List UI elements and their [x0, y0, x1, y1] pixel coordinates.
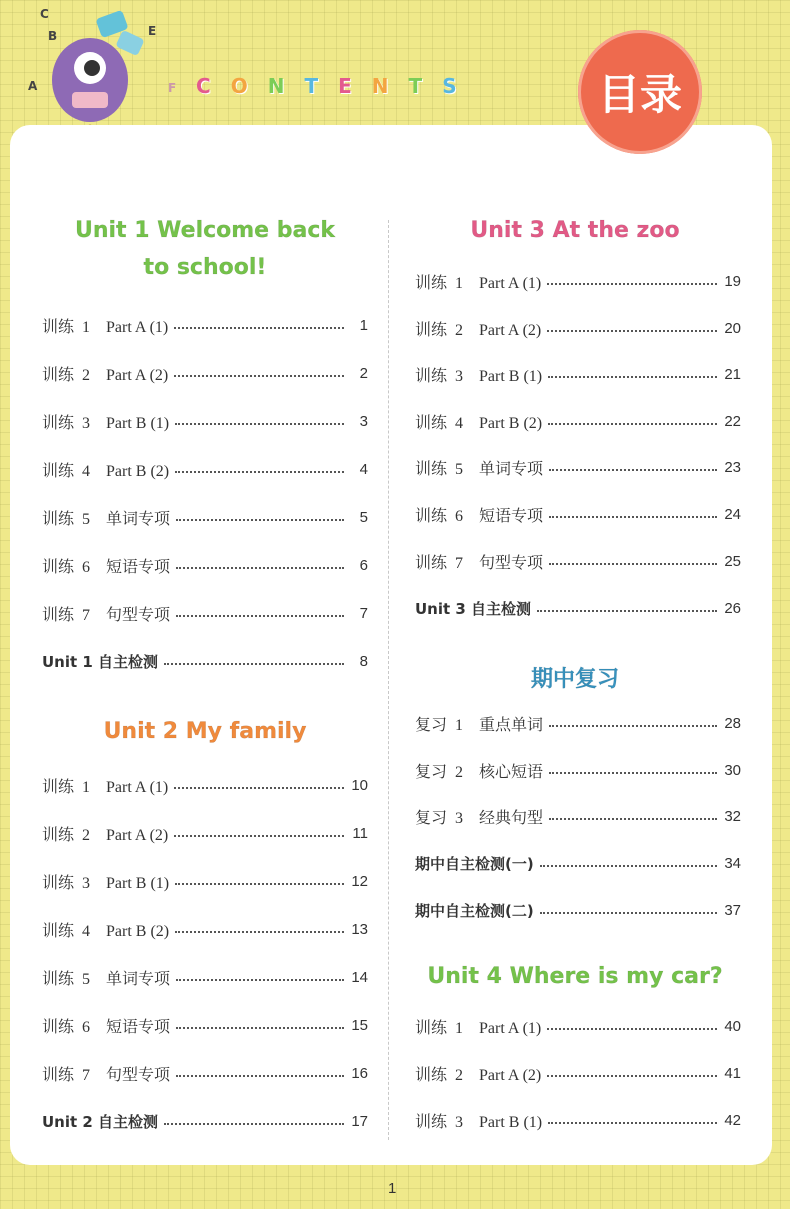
toc-entry — [42, 1060, 368, 1086]
toc-page-number: 12 — [351, 872, 368, 890]
toc-page-number: 25 — [724, 552, 741, 570]
leader-dots — [549, 772, 717, 774]
toc-entry — [415, 1013, 741, 1039]
unit4-heading: Unit 4 Where is my car? — [427, 964, 723, 989]
leader-dots — [175, 883, 344, 885]
toc-entry-label: 训练 4 Part B (2) — [42, 922, 170, 940]
toc-entry-label: 复习 2 核心短语 — [415, 763, 544, 781]
leader-dots — [176, 979, 344, 981]
toc-entry — [42, 360, 368, 386]
toc-entry — [415, 803, 741, 829]
leader-dots — [549, 563, 717, 565]
leader-dots — [540, 912, 717, 914]
toc-entry-label: 训练 1 Part A (1) — [42, 778, 169, 796]
leader-dots — [548, 376, 717, 378]
toc-page-number: 20 — [724, 319, 741, 337]
toc-entry-label: 训练 6 短语专项 — [42, 558, 171, 576]
leader-dots — [175, 423, 344, 425]
toc-entry — [42, 916, 368, 942]
midterm-heading: 期中复习 — [530, 667, 619, 692]
contents-letter: T — [304, 74, 319, 98]
toc-page-number: 40 — [724, 1017, 741, 1035]
toc-entry-label: 训练 6 短语专项 — [42, 1018, 171, 1036]
toc-page-number: 3 — [359, 412, 368, 430]
contents-letter: N — [371, 74, 389, 98]
toc-entry — [42, 1012, 368, 1038]
toc-page-number: 37 — [724, 901, 741, 919]
unit1-heading: Unit 1 Welcome back to school! — [74, 218, 336, 280]
toc-entry — [42, 408, 368, 434]
toc-entry-label: 训练 5 单词专项 — [415, 460, 544, 478]
toc-entry — [415, 595, 741, 621]
toc-page-number: 30 — [724, 761, 741, 779]
toc-entry — [415, 315, 741, 341]
leader-dots — [547, 1028, 717, 1030]
toc-entry-label: 训练 1 Part A (1) — [415, 1019, 542, 1037]
toc-entry-label: 训练 3 Part B (1) — [42, 874, 170, 892]
leader-dots — [547, 330, 717, 332]
svg-text:C: C — [40, 7, 49, 21]
toc-entry — [415, 1060, 741, 1086]
leader-dots — [174, 787, 344, 789]
toc-entry — [42, 964, 368, 990]
toc-entry-label: 训练 4 Part B (2) — [42, 462, 170, 480]
toc-entry — [415, 757, 741, 783]
toc-page-number: 10 — [351, 776, 368, 794]
toc-page-number: 15 — [351, 1016, 368, 1034]
toc-page-number: 8 — [359, 652, 368, 670]
contents-letter: E — [338, 74, 352, 98]
svg-text:F: F — [168, 81, 177, 95]
toc-entry — [415, 548, 741, 574]
toc-page-number: 41 — [724, 1064, 741, 1082]
leader-dots — [548, 423, 717, 425]
toc-page-number: 17 — [351, 1112, 368, 1130]
toc-entry-label: 训练 7 句型专项 — [42, 1066, 171, 1084]
toc-page-number: 34 — [724, 854, 741, 872]
toc-entry-label: 训练 1 Part A (1) — [42, 318, 169, 336]
contents-letter: O — [230, 74, 248, 98]
toc-entry-label: 复习 3 经典句型 — [415, 809, 544, 827]
toc-entry — [415, 710, 741, 736]
toc-entry-label: 训练 5 单词专项 — [42, 510, 171, 528]
leader-dots — [549, 516, 717, 518]
toc-page-number: 5 — [359, 508, 368, 526]
toc-entry-label: 训练 5 单词专项 — [42, 970, 171, 988]
leader-dots — [174, 327, 344, 329]
leader-dots — [174, 375, 344, 377]
toc-entry-label: 训练 2 Part A (2) — [415, 321, 542, 339]
toc-page-number: 26 — [724, 599, 741, 617]
svg-text:A: A — [28, 79, 38, 93]
contents-letter: N — [267, 74, 285, 98]
toc-entry — [42, 1108, 368, 1134]
leader-dots — [176, 519, 344, 521]
svg-text:E: E — [148, 24, 157, 38]
toc-entry — [415, 897, 741, 923]
toc-entry — [42, 312, 368, 338]
toc-page-number: 42 — [724, 1111, 741, 1129]
leader-dots — [176, 1027, 344, 1029]
leader-dots — [175, 931, 344, 933]
toc-page-number: 11 — [352, 824, 368, 842]
toc-entry-label: 训练 4 Part B (2) — [415, 414, 543, 432]
toc-entry-label: 训练 2 Part A (2) — [42, 366, 169, 384]
toc-entry-label: 训练 7 句型专项 — [415, 554, 544, 572]
toc-entry — [42, 552, 368, 578]
unit3-heading: Unit 3 At the zoo — [470, 218, 680, 243]
toc-page-number: 1 — [359, 316, 368, 334]
toc-entry — [415, 361, 741, 387]
toc-page-number: 23 — [724, 458, 741, 476]
leader-dots — [549, 469, 717, 471]
toc-entry — [415, 268, 741, 294]
leader-dots — [164, 663, 344, 665]
toc-page-number: 22 — [724, 412, 741, 430]
toc-entry-label: 训练 3 Part B (1) — [42, 414, 170, 432]
toc-entry-label: 训练 7 句型专项 — [42, 606, 171, 624]
leader-dots — [540, 865, 717, 867]
toc-page-number: 16 — [351, 1064, 368, 1082]
toc-page-number: 14 — [351, 968, 368, 986]
toc-entry-label: 期中自主检测(二) — [415, 901, 534, 920]
toc-page-number: 28 — [724, 714, 741, 732]
leader-dots — [174, 835, 344, 837]
toc-entry — [42, 600, 368, 626]
contents-badge: 目录 — [578, 30, 702, 154]
leader-dots — [537, 610, 717, 612]
toc-page-number: 2 — [359, 364, 368, 382]
leader-dots — [547, 1075, 717, 1077]
toc-entry — [42, 504, 368, 530]
leader-dots — [175, 471, 344, 473]
toc-entry-label: 训练 2 Part A (2) — [415, 1066, 542, 1084]
leader-dots — [176, 567, 344, 569]
toc-page-number: 13 — [351, 920, 368, 938]
toc-entry — [415, 454, 741, 480]
toc-page-number: 19 — [724, 272, 741, 290]
toc-entry-label: 训练 3 Part B (1) — [415, 367, 543, 385]
toc-page-number: 32 — [724, 807, 741, 825]
toc-entry-label: 训练 1 Part A (1) — [415, 274, 542, 292]
toc-page-number: 6 — [359, 556, 368, 574]
toc-entry — [42, 648, 368, 674]
toc-page-number: 24 — [724, 505, 741, 523]
toc-entry-label: Unit 1 自主检测 — [42, 652, 159, 671]
leader-dots — [176, 1075, 344, 1077]
leader-dots — [176, 615, 344, 617]
contents-letter: S — [442, 74, 457, 98]
toc-entry-label: 训练 6 短语专项 — [415, 507, 544, 525]
leader-dots — [549, 725, 717, 727]
toc-entry — [42, 456, 368, 482]
toc-entry-label: Unit 2 自主检测 — [42, 1112, 159, 1131]
toc-entry — [415, 1107, 741, 1133]
leader-dots — [548, 1122, 717, 1124]
toc-entry-label: 训练 3 Part B (1) — [415, 1113, 543, 1131]
toc-entry — [42, 868, 368, 894]
contents-letter: C — [196, 74, 211, 98]
page-number: 1 — [388, 1180, 397, 1197]
contents-letter: T — [408, 74, 423, 98]
toc-entry — [415, 850, 741, 876]
toc-entry — [415, 501, 741, 527]
toc-entry — [42, 820, 368, 846]
toc-entry — [415, 408, 741, 434]
toc-page-number: 4 — [359, 460, 368, 478]
toc-page-number: 7 — [359, 604, 368, 622]
toc-entry-label: 期中自主检测(一) — [415, 854, 534, 873]
toc-entry-label: Unit 3 自主检测 — [415, 599, 532, 618]
column-divider — [388, 220, 389, 1140]
toc-entry — [42, 772, 368, 798]
toc-entry-label: 训练 2 Part A (2) — [42, 826, 169, 844]
unit2-heading: Unit 2 My family — [103, 719, 307, 744]
toc-page-number: 21 — [724, 365, 741, 383]
svg-text:B: B — [48, 29, 58, 43]
leader-dots — [549, 818, 717, 820]
contents-banner-word — [196, 74, 457, 98]
leader-dots — [547, 283, 717, 285]
leader-dots — [164, 1123, 344, 1125]
toc-entry-label: 复习 1 重点单词 — [415, 716, 544, 734]
